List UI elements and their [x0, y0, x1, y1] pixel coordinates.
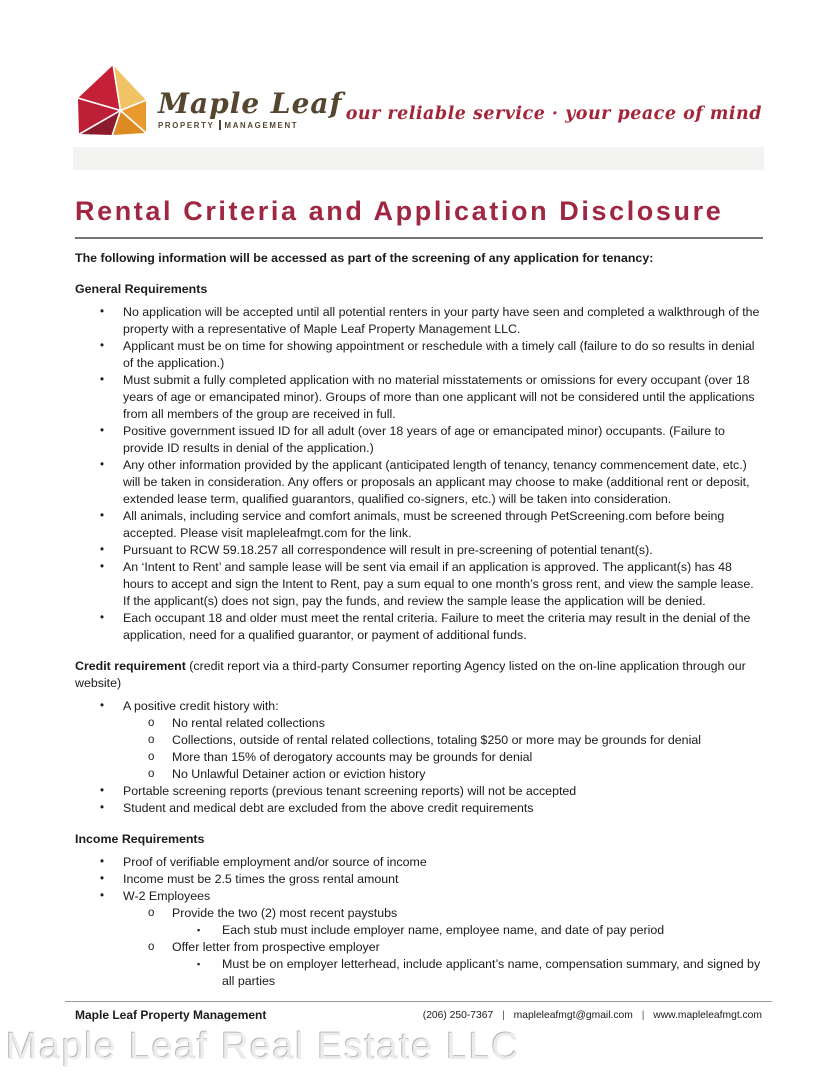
- bullet-marker: •: [100, 425, 105, 437]
- item-text: Must submit a fully completed application with no material misstatements or omissions for every occupant (over 18 years of age or emancipated minor). Groups of more than one applicant will not be considered until the applications from all members of the group are received in full.: [123, 373, 755, 421]
- section-heading: Credit requirement (credit report via a third-party Consumer reporting Agency listed on the on-line application through our website): [75, 659, 746, 690]
- item-text: Portable screening reports (previous tenant screening reports) will not be accepted: [123, 784, 577, 798]
- bullet-marker: •: [100, 612, 105, 624]
- separator: |: [502, 1010, 505, 1021]
- separator: |: [641, 1010, 645, 1021]
- bullet-marker: ▪: [197, 959, 201, 969]
- intro-text: The following information will be accessed as part of the screening of any application for tenancy:: [75, 251, 654, 265]
- website-url: www.mapleleafmgt.com: [653, 1010, 762, 1021]
- list-item: [75, 542, 763, 559]
- list-item: [75, 888, 763, 905]
- email-address: mapleleafmgt@gmail.com: [513, 1010, 633, 1021]
- criteria-section: [75, 281, 763, 644]
- item-text: No Unlawful Detainer action or eviction history: [172, 767, 426, 781]
- list-item: [75, 457, 763, 508]
- list-item: [75, 783, 763, 800]
- item-text: Student and medical debt are excluded from the above credit requirements: [123, 801, 534, 815]
- bullet-marker: •: [100, 856, 105, 868]
- item-text: More than 15% of derogatory accounts may be grounds for denial: [172, 750, 533, 764]
- list-item: [75, 854, 763, 871]
- list-item: [75, 749, 763, 766]
- bullet-marker: •: [100, 544, 105, 556]
- section-heading: General Requirements: [75, 282, 208, 296]
- bullet-marker: •: [100, 873, 105, 885]
- bullet-marker: •: [100, 340, 105, 352]
- bullet-marker: •: [100, 890, 105, 902]
- list-item: [75, 922, 763, 939]
- item-text: Positive government issued ID for all adult (over 18 years of age or emancipated minor) occupants. (Failure to provide ID results in denial of the application.): [123, 424, 725, 455]
- company-logo: [75, 63, 343, 139]
- list-item: [75, 800, 763, 817]
- watermark-text: Maple Leaf Real Estate LLC: [6, 1026, 521, 1068]
- footer-company-name: Maple Leaf Property Management: [75, 1008, 267, 1022]
- company-tagline: our reliable service · your peace of mind: [345, 104, 762, 124]
- house-logo-icon: [75, 63, 149, 139]
- bullet-marker: •: [100, 374, 105, 386]
- bullet-marker: o: [148, 734, 155, 746]
- item-text: Provide the two (2) most recent paystubs: [172, 906, 398, 920]
- item-text: Applicant must be on time for showing appointment or reschedule with a timely call (failure to do so results in denial of the application.): [123, 339, 755, 370]
- bullet-marker: o: [148, 907, 155, 919]
- brand-subtitle-right: MANAGEMENT: [224, 120, 299, 130]
- brand-name: Maple Leaf: [158, 87, 343, 120]
- item-text: W-2 Employees: [123, 889, 211, 903]
- list-item: [75, 372, 763, 423]
- item-text: Must be on employer letterhead, include applicant’s name, compensation summary, and signed by all parties: [222, 957, 761, 988]
- phone-number: (206) 250-7367: [422, 1010, 494, 1021]
- item-text: Each stub must include employer name, employee name, and date of pay period: [222, 923, 665, 937]
- list-item: [75, 559, 763, 610]
- list-item: [75, 508, 763, 542]
- bullet-marker: o: [148, 768, 155, 780]
- bullet-marker: •: [100, 785, 105, 797]
- brand-wordmark: [158, 63, 343, 130]
- item-text: An ‘Intent to Rent’ and sample lease will be sent via email if an application is approved. The applicant(s) has 48 hours to accept and sign the Intent to Rent, pay a sum equal to one month’s gross rent, and view the sample lease. If the applicant(s) does not sign, pay the funds, and review the sample lease the application will be denied.: [123, 560, 754, 608]
- list-item: [75, 871, 763, 888]
- item-text: Collections, outside of rental related collections, totaling $250 or more may be grounds for denial: [172, 733, 701, 747]
- list-item: [75, 732, 763, 749]
- section-heading: Income Requirements: [75, 832, 205, 846]
- list-item: [75, 338, 763, 372]
- bullet-marker: •: [100, 510, 105, 522]
- list-item: [75, 939, 763, 956]
- list-item: [75, 766, 763, 783]
- bullet-marker: •: [100, 700, 105, 712]
- item-text: Each occupant 18 and older must meet the rental criteria. Failure to meet the criteria may result in the denial of the application, need for a qualified guarantor, or payment of additional funds.: [123, 611, 751, 642]
- item-text: No rental related collections: [172, 716, 325, 730]
- footer-contact-info: [423, 1010, 762, 1021]
- list-item: [75, 905, 763, 922]
- brand-subtitle: [158, 120, 343, 130]
- brand-subtitle-left: PROPERTY: [158, 120, 215, 130]
- bullet-marker: o: [148, 717, 155, 729]
- list-item: [75, 715, 763, 732]
- bullet-marker: o: [148, 941, 155, 953]
- item-text: Pursuant to RCW 59.18.257 all correspondence will result in pre-screening of potential tenant(s).: [123, 543, 653, 557]
- list-item: [75, 304, 763, 338]
- item-text: Offer letter from prospective employer: [172, 940, 380, 954]
- sections-container: [75, 281, 763, 990]
- list-item: [75, 423, 763, 457]
- bullet-marker: •: [100, 802, 105, 814]
- header-band-divider: [73, 147, 764, 170]
- bullet-marker: •: [100, 459, 105, 471]
- page-title: Rental Criteria and Application Disclosure: [75, 196, 724, 226]
- item-text: Proof of verifiable employment and/or source of income: [123, 855, 427, 869]
- list-item: [75, 698, 763, 715]
- bullet-marker: •: [100, 561, 105, 573]
- footer-rule-divider: [65, 1001, 772, 1002]
- bullet-marker: o: [148, 751, 155, 763]
- criteria-section: [75, 831, 763, 990]
- list-item: [75, 956, 763, 990]
- item-text: All animals, including service and comfort animals, must be screened through PetScreening.com before being accepted. Please visit mapleleafmgt.com for the link.: [123, 509, 725, 540]
- item-text: A positive credit history with:: [123, 699, 279, 713]
- criteria-section: [75, 658, 763, 817]
- leaf-stem-icon: [219, 120, 221, 130]
- bullet-marker: ▪: [197, 925, 201, 935]
- title-rule-divider: [75, 237, 763, 239]
- list-item: [75, 610, 763, 644]
- bullet-marker: •: [100, 306, 105, 318]
- item-text: Income must be 2.5 times the gross rental amount: [123, 872, 399, 886]
- item-text: Any other information provided by the applicant (anticipated length of tenancy, tenancy commencement date, etc.) will be taken in consideration. Any offers or proposals an applicant may choose to make (additional rent or deposit, extended lease term, qualified guarantors, qualified co-signers, etc.) will be taken into consideration.: [123, 458, 750, 506]
- item-text: No application will be accepted until all potential renters in your party have seen and completed a walkthrough of the property with a representative of Maple Leaf Property Management LLC.: [123, 305, 760, 336]
- document-body: [75, 194, 763, 990]
